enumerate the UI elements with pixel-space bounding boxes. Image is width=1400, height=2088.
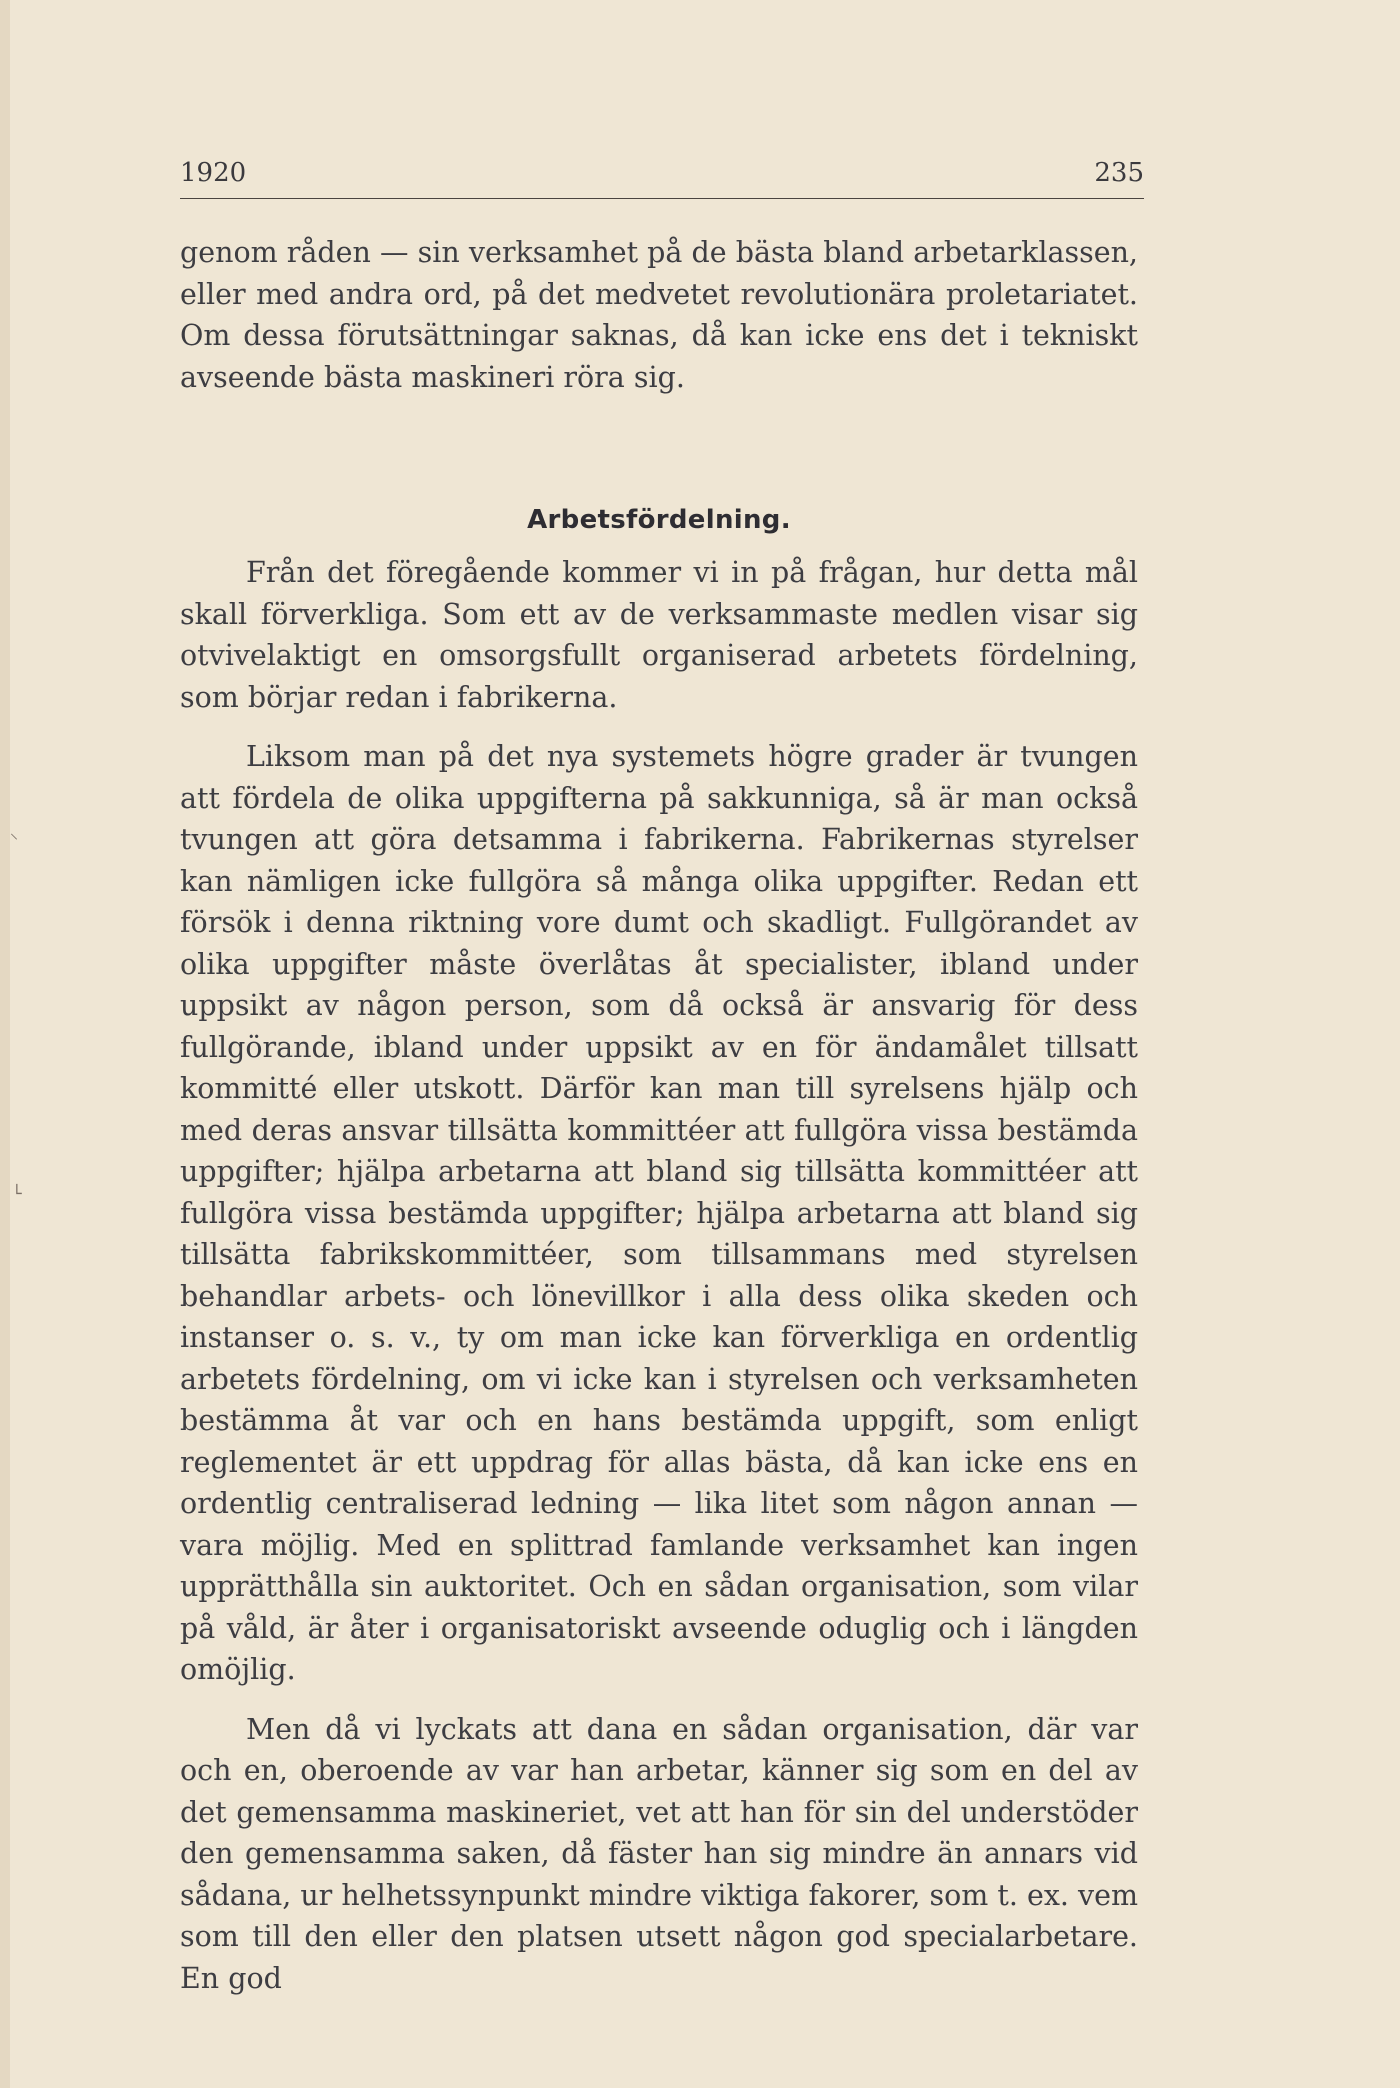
paragraph: Men då vi lyckats att dana en sådan organisation, där var och en, oberoende av var han arbetar, känner sig som en del av det gemensamma maskineriet, vet att han för sin del understöder den gemensamma saken, då fäster han sig mindre än annars vid sådana, ur helhetssynpunkt mindre viktiga fakorer, som t. ex. vem som till den eller den platsen utsett någon god specialarbetare. En god [180, 1712, 1139, 1995]
body-text [180, 232, 1138, 1999]
page-binding-edge [0, 0, 10, 2088]
running-header [180, 158, 1144, 199]
paragraph: Liksom man på det nya systemets högre grader är tvungen att fördela de olika uppgifterna på sakkunniga, så är man också tvungen att göra detsamma i fabrikerna. Fabrikernas styrelser kan nämligen icke fullgöra så många olika uppgifter. Redan ett försök i denna riktning vore dumt och skadligt. Fullgörandet av olika uppgifter måste överlåtas åt specialister, ibland under uppsikt av någon person, som då också är ansvarig för dess fullgörande, ibland under uppsikt av en för ändamålet tillsatt kommitté eller utskott. Därför kan man till syrelsens hjälp och med deras ansvar tillsätta kommittéer att fullgöra vissa bestämda uppgifter; hjälpa arbetarna att bland sig tillsätta kommittéer att fullgöra vissa bestämda uppgifter; hjälpa arbetarna att bland sig tillsätta fabrikskommittéer, som tillsammans med styrelsen behandlar arbets- och lönevillkor i alla dess olika skeden och instanser o. s. v., ty om man icke kan förverkliga en ordentlig arbetets fördelning, om vi icke kan i styrelsen och verksamheten bestämma åt var och en hans bestämda uppgift, som enligt reglementet är ett uppdrag för allas bästa, då kan icke ens en ordentlig centraliserad ledning — lika litet som någon annan — vara möjlig. Med en splittrad famlande verksamhet kan ingen upprätthålla sin auktoritet. Och en sådan organisation, som vilar på våld, är åter i organisatoriskt avseende oduglig och i längden omöjlig. [180, 740, 1138, 1686]
header-year: 1920 [180, 158, 247, 188]
margin-mark: └ [12, 1184, 22, 1203]
paragraph: Från det föregående kommer vi in på frågan, hur detta mål skall förverkliga. Som ett av de verksammaste medlen visar sig otvivelaktigt en omsorgsfullt organiserad arbetets fördelning, som börjar redan i fabrikerna. [180, 556, 1138, 714]
section-heading: Arbetsfördelning. [527, 505, 791, 535]
page-number: 235 [1094, 158, 1144, 188]
margin-mark: ⸌ [10, 830, 19, 849]
paragraph: genom råden — sin verksamhet på de bästa bland arbetarklassen, eller med andra ord, på det medvetet revolutionära proletariatet. Om dessa förutsättningar saknas, då kan icke ens det i tekniskt avseende bästa maskineri röra sig. [180, 236, 1138, 394]
